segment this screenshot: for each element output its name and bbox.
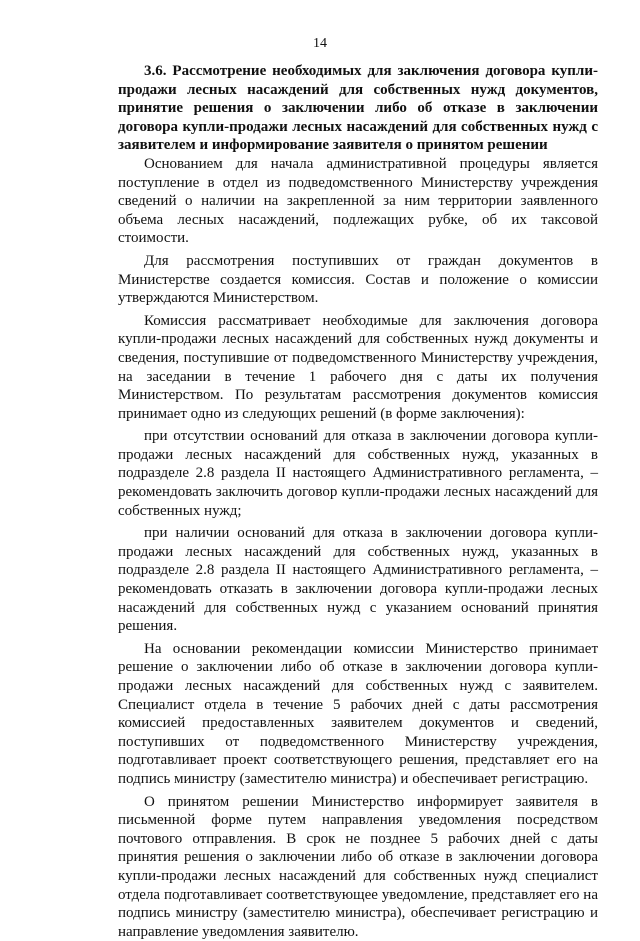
document-body bbox=[118, 62, 598, 941]
paragraph-recommend-refuse: при наличии оснований для отказа в заключении договора купли-продажи лесных насаждений для собственных нужд, указанных в подразделе 2.8 раздела II настоящего Административного регламента, – рекомендовать отказать в заключении договора купли-продажи лесных насаждений для собственных нужд с указанием оснований принятия решения. bbox=[118, 525, 598, 635]
paragraph-recommend-conclude: при отсутствии оснований для отказа в заключении договора купли-продажи лесных насаждений для собственных нужд, указанных в подразделе 2.8 раздела II настоящего Административного регламента, – рекомендовать заключить договор купли-продажи лесных насаждений для собственных нужд; bbox=[118, 428, 598, 519]
section-heading: 3.6. Рассмотрение необходимых для заключения договора купли-продажи лесных насаждений для собственных нужд документов, принятие решения о заключении либо об отказе в заключении договора купли-продажи лесных насаждений для собственных нужд с заявителем и информирование заявителя о принятом решении bbox=[118, 63, 598, 154]
paragraph-basis: Основанием для начала административной процедуры является поступление в отдел из подведомственного Министерству учреждения сведений о наличии на закрепленной за ним территории заявленного объема лесных насаждений, подлежащих рубке, об их таксовой стоимости. bbox=[118, 155, 598, 247]
page-number: 14 bbox=[313, 36, 327, 51]
paragraph-commission: Для рассмотрения поступивших от граждан документов в Министерстве создается комиссия. Состав и положение о комиссии утверждаются Министерством. bbox=[118, 252, 598, 307]
paragraph-decision: На основании рекомендации комиссии Министерство принимает решение о заключении либо об отказе в заключении договора купли-продажи лесных насаждений для собственных нужд с заявителем. Специалист отдела в течение 5 рабочих дней с даты рассмотрения комиссией предоставленных заявителем документов и сведений, поступивших от подведомственного Министерству учреждения, подготавливает проект соответствующего решения, представляет его на подпись министру (заместителю министра) и обеспечивает регистрацию. bbox=[118, 640, 598, 787]
paragraph-notification: О принятом решении Министерство информирует заявителя в письменной форме путем направления уведомления посредством почтового отправления. В срок не позднее 5 рабочих дней с даты принятия решения о заключении либо об отказе в заключении договора купли-продажи лесных насаждений для собственных нужд специалист отдела подготавливает соответствующее уведомление, представляет его на подпись министру (заместителю министра), обеспечивает регистрацию и направление уведомления заявителю. bbox=[118, 793, 598, 940]
paragraph-review: Комиссия рассматривает необходимые для заключения договора купли-продажи лесных насаждений для собственных нужд документы и сведения, поступившие от подведомственного Министерству учреждения, на заседании в течение 1 рабочего дня с даты их получения Министерством. По результатам рассмотрения документов комиссия принимает одно из следующих решений (в форме заключения): bbox=[118, 312, 598, 422]
